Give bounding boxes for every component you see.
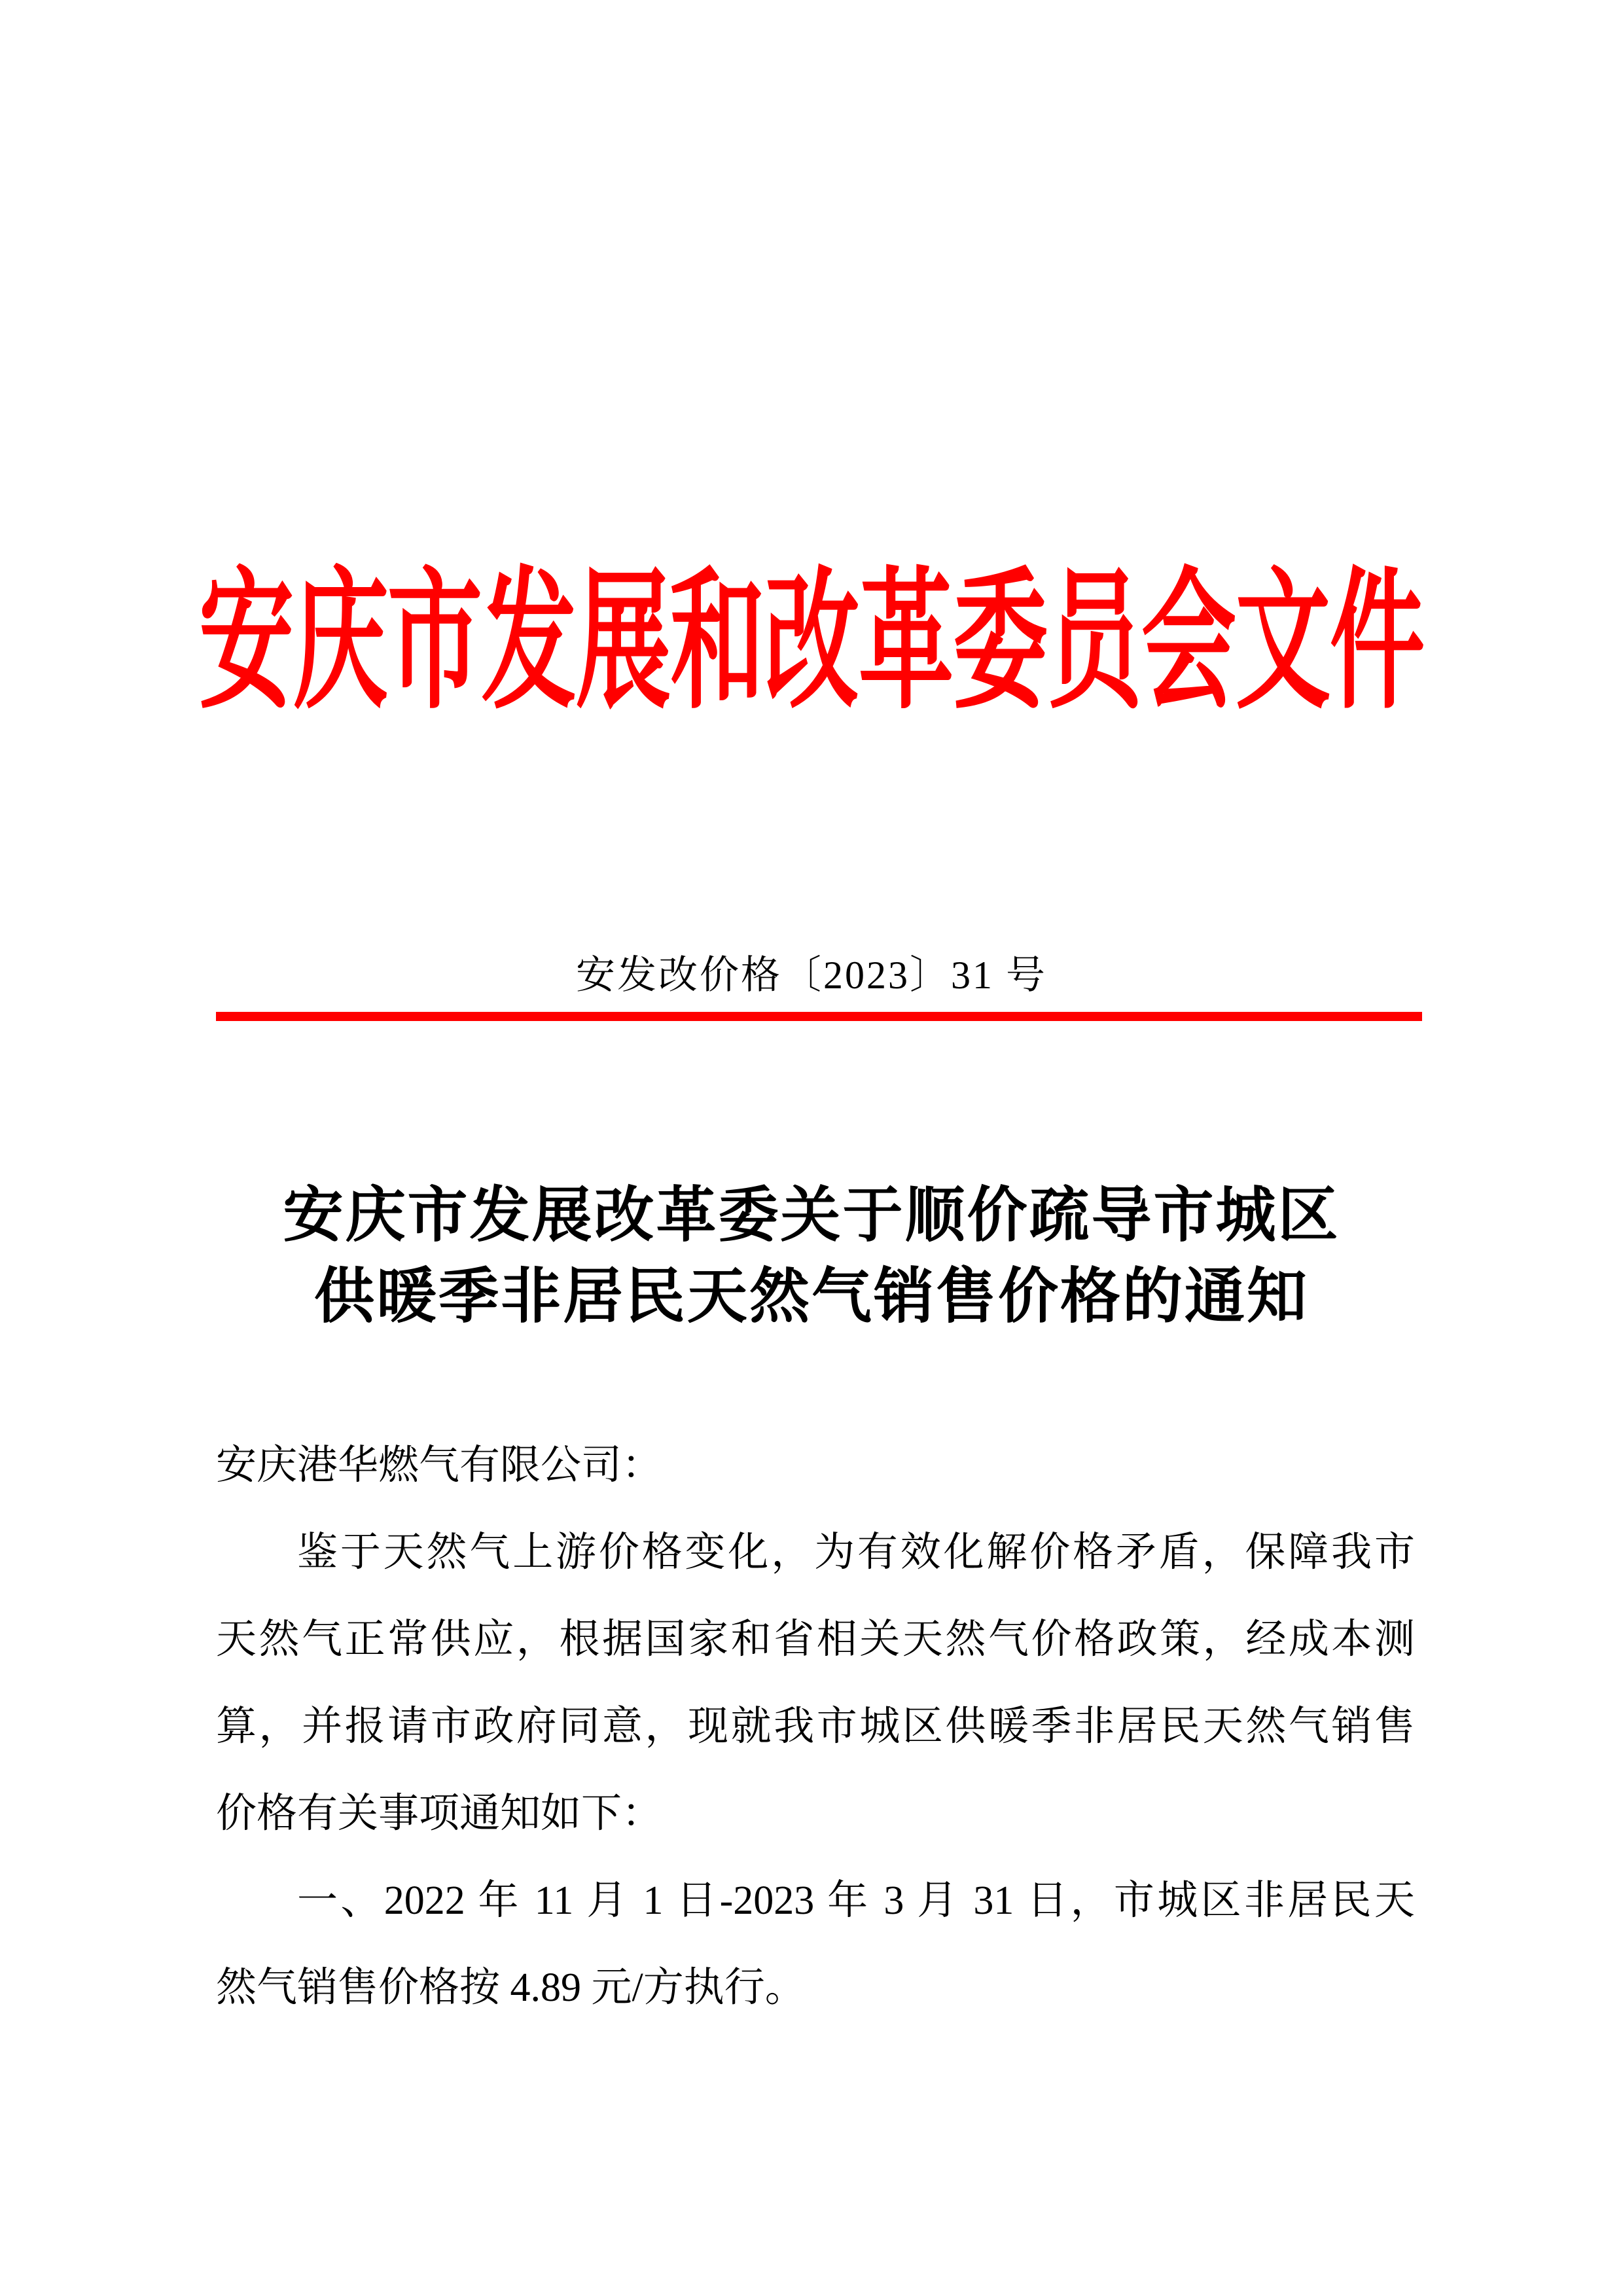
doc-reference-number: 安发改价格〔2023〕31 号 [576,954,1047,997]
body-line: 然气销售价格按 4.89 元/方执行。 [216,1965,806,2010]
agency-banner-text: 安庆市发展和改革委员会文件 [199,560,1424,728]
red-divider-line [216,1012,1422,1021]
document-title-line1: 安庆市发展改革委关于顺价疏导市城区 [283,1182,1340,1249]
document-body [216,1422,1415,2032]
body-line: 安庆港华燃气有限公司： [216,1443,663,1488]
body-line: 天然气正常供应，根据国家和省相关天然气价格政策，经成本测 [216,1617,1415,1662]
body-line: 价格有关事项通知如下： [216,1791,663,1836]
agency-red-banner [0,560,1623,728]
body-line: 算，并报请市政府同意，现就我市城区供暖季非居民天然气销售 [216,1704,1415,1749]
document-title-line2: 供暖季非居民天然气销售价格的通知 [313,1263,1309,1330]
document-title [0,1175,1623,1337]
body-line: 鉴于天然气上游价格变化，为有效化解价格矛盾，保障我市 [297,1530,1415,1575]
body-line: 一、2022 年 11 月 1 日-2023 年 3 月 31 日，市城区非居民天 [297,1878,1415,1923]
